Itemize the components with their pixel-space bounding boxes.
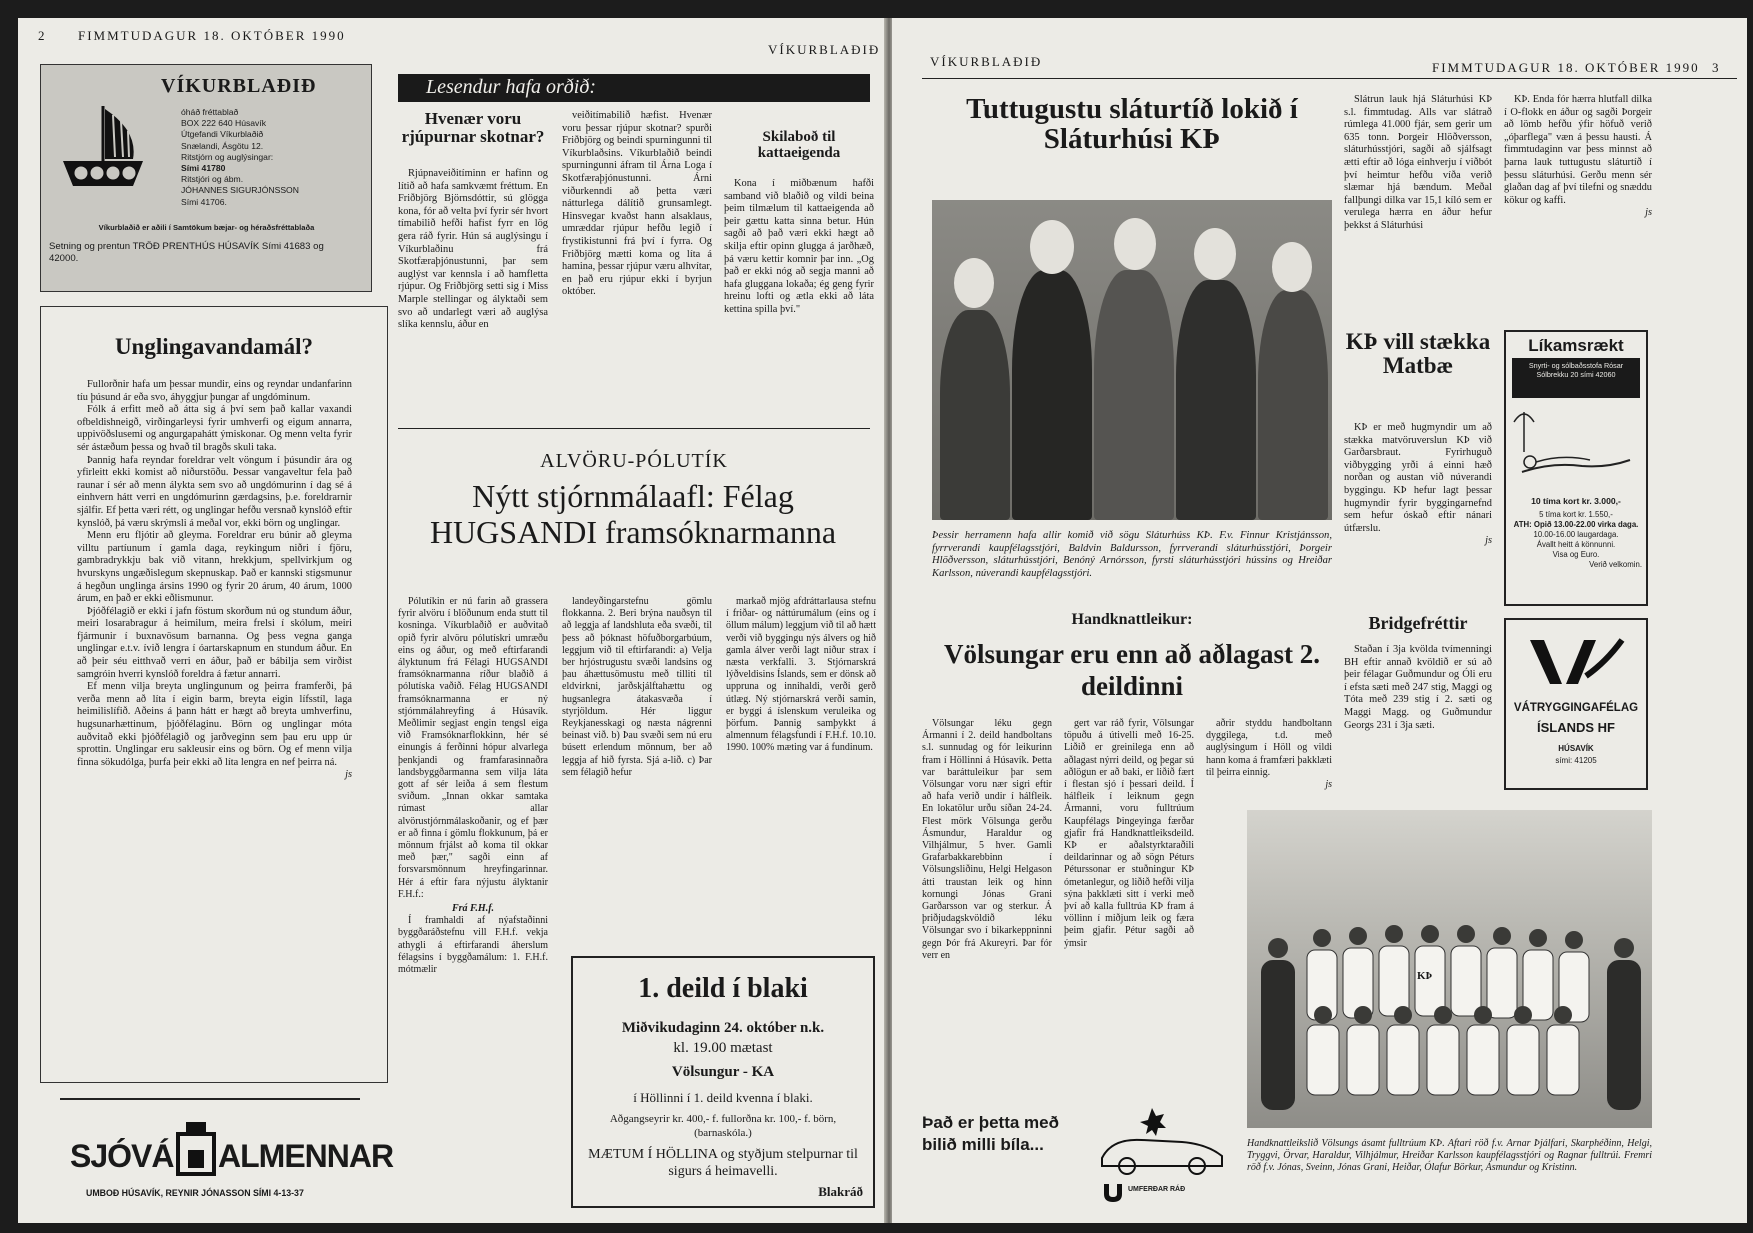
vis-place: HÚSAVÍK	[1558, 744, 1594, 753]
blak-cta: MÆTUM Í HÖLLINA og styðjum stelpurnar til sigurs á heimavelli.	[588, 1147, 858, 1179]
lead-col2: KÞ. Enda fór hærra hlutfall dilka í O-flokk en áður og sagði Þorgeir að lömb hefðu ýfir höfuð verið „óþarflega" væn á þessu hausti. Á fimmtudaginn var þess minnst að þarna lauk tuttugustu sláturtíð í þessu sláturhúsi. Gerðu menn sér glaðan dag af því tilefni og snæddu kökur og kaffi. js	[1504, 94, 1652, 219]
bridge-title: Bridgefréttir	[1368, 613, 1468, 633]
editorial-signature: js	[345, 769, 352, 781]
blak-title: 1. deild í blaki	[638, 973, 808, 1004]
bridge-body: Staðan í 3ja kvölda tvímenningi BH eftir annað kvöldið er sú að þeir félagar Guðmundur og Óli eru í efsta sæti með 247 stig, Maggi og Tóta með 239 stig í 2. sæti og Maggi Magg. og Guðmundur Georgs 231 í 3ja sæti.	[1344, 644, 1492, 731]
likamsraekt-price: 10 tíma kort kr. 3.000,-	[1531, 496, 1621, 506]
lead-signature: js	[1645, 207, 1652, 219]
running-head: VÍKURBLAÐIÐ	[768, 42, 881, 57]
readers-banner	[398, 74, 870, 102]
sjova-building-icon	[176, 1120, 216, 1176]
date-header: FIMMTUDAGUR 18. OKTÓBER 1990	[78, 28, 346, 43]
masthead-member-note: Víkurblaðið er aðili í Samtökum bæjar- og héraðsfréttablaða	[98, 223, 315, 232]
lead-title: Tuttugustu sláturtíð lokið í Sláturhúsi KÞ	[966, 93, 1298, 156]
masthead-title: VÍKURBLAÐIÐ	[161, 75, 317, 97]
left-page	[18, 18, 886, 1223]
editorial-title: Unglingavandamál?	[114, 334, 314, 359]
person-1	[940, 310, 1010, 520]
handball-col1: Völsungar léku gegn Ármanni í 2. deild handboltans s.l. sunnudag og fór leikurinn fram í Höllinni á Húsavík. Þetta var baráttuleikur þar sem Völsungar voru nær sigri eftir að hafa verið undir í hálfleik. En lokatölur urðu síðan 24-24. Flest mörk Völsunga gerðu Ásmundur, Haraldur og Vilhjálmur, 5 hver. Gamli Grafarbakkarebbinn í Völsungsliðinu, Helgi Helgason átti traustan leik og hinn kornungi Jónas Grani Garðarsson var og sterkur. Á þriðjudagskvöldið léku Völsungar svo í bikarkeppninni gegn Þór frá Akureyri. Þar fór verr en	[922, 718, 1052, 961]
team-photo	[1247, 810, 1652, 1128]
readers-letter-col1: Rjúpnaveiðitíminn er hafinn og lítið að hafa samkvæmt fréttum. En Friðbjörg Björnsdóttir, sú glögga kona, fór að velta því fyrir sér hvort tímabilið hefði hafist fyrr en lög gera ráð fyrir. Hún sá auglýsingu í Víkurblaðinu frá Skotfæraþjónustunni, þar sem auglýst var kennsla í að hamfletta rjúpur. Og Friðbjörg setti sig í Miss Marple stellingar og ályktaði sem svo að undarlegt væri að auglýsa slíka kennslu, áður en	[398, 168, 548, 331]
vis-name2: ÍSLANDS HF	[1537, 720, 1615, 735]
masthead-printing: Setning og prentun TRÖÐ PRENTHÚS HÚSAVÍK Sími 41683 og 42000.	[49, 241, 324, 264]
car-crash-cartoon-icon	[1092, 1098, 1232, 1178]
sjova-almennar-ad	[40, 1098, 394, 1213]
person-4	[1176, 280, 1256, 520]
readers-letter-title: Hvenær voru rjúpurnar skotnar?	[401, 109, 545, 146]
blak-date: Miðvikudaginn 24. október n.k.	[621, 1020, 825, 1036]
politics-col2: landeyðingarstefnu gömlu flokkanna. 2. Beri brýna nauðsyn til að leggja af landshluta eða svæði, til þess að þóknast höfuðborgarbúum, leggjum við til eftirfarandi: a) Velja ber hrjóstrugustu svæði landsins og þau áhættusömustu með tilliti til eldvirkni, jarðskjálftahættu og hugsanlegra átakasvæða í styrjöldum. Hér liggur Reykjanesskagi og næsta nágrenni beinast við. b) Þau svæði sem nú eru búsett erlendum mönnum, ber að leggja af hið fyrsta. Sjá a-lið. c) Þar sem félagið hefur	[562, 596, 712, 778]
editorial-box	[40, 306, 388, 1083]
likamsraekt-lines: 5 tíma kort kr. 1.550,- ATH: Opið 13.00-22.00 virka daga. 10.00-16.00 laugardaga. Ávallt heitt á könnunni. Visa og Euro. Verið velkomin.	[1513, 510, 1642, 569]
vis-ad	[1504, 618, 1648, 790]
politics-title: Nýtt stjórnmálaafl: Félag HUGSANDI framsóknarmanna	[429, 478, 837, 550]
matbaer-signature: js	[1485, 535, 1492, 547]
blak-place: í Höllinni í 1. deild kvenna í blaki.	[633, 1090, 813, 1105]
masthead-lines: óháð fréttablað BOX 222 640 Húsavík Útgefandi Víkurblaðið Snælandi, Ásgötu 12. Ritstjórn og auglýsingar: Sími 41780 Ritstjóri og ábm. JÓHANNES SIGURJÓNSSON Sími 41706.	[181, 107, 299, 207]
blak-prices: Aðgangseyrir kr. 400,- f. fullorðna kr. 100,- f. börn, (barnaskóla.)	[609, 1113, 837, 1139]
team-photo-figures	[1247, 810, 1652, 1128]
lead-photo	[932, 200, 1332, 520]
sjova-footer: UMBOÐ HÚSAVÍK, REYNIR JÓNASSON SÍMI 4-13-37	[86, 1188, 304, 1198]
likamsraekt-ad	[1504, 330, 1648, 606]
likamsraekt-title: Líkamsrækt	[1528, 336, 1624, 355]
politics-col1: Pólutíkin er nú farin að grassera fyrir alvöru í blöðunum enda stutt til kosninga. Víkurblaðið er auðvitað opið fyrir alvöru pólutískri umræðu eins og áður, og með eftirfarandi ályktunum frá Félagi HUGSANDI framsóknarmanna ríður blaðið á pólutíska vaðið. Félag HUGSANDI framsóknarmanna er ný stjórnmálahreyfing á Húsavík. Meðlimir segjast engin tengsl eiga við Framsóknarflokkinn, hér sé einungis á ferðinni hópur alvarlega þenkjandi og framfarasinnaðra landsbyggðarmanna sem vilja láta gott af sér leiða á sem flestum sviðum. „Innan okkar samtaka rúmast allar alvörustjórnmálaskoðanir, og ef þær er að finna í gömlu flokkunum, þá er mönnum frjálst að koma til okkar með þær," sagði einn af forsvarsmönnum hreyfingarinnar. Hér á eftir fara nýjustu ályktanir F.H.f.: Frá F.H.f. Í framhaldi af nýafstaðinni byggðaráðstefnu vill F.H.f. vekja athygli á eftirfarandi áherslum félagsins í byggðamálum: 1. F.H.f. mótmælir	[398, 596, 548, 976]
blak-time: kl. 19.00 mætast	[673, 1040, 773, 1056]
right-page	[892, 18, 1747, 1223]
sjova-logo-right: ALMENNAR	[218, 1138, 394, 1174]
politics-kicker: ALVÖRU-PÓLUTÍK	[540, 450, 728, 472]
jersey-text: KÞ	[1417, 970, 1433, 982]
blak-match: Völsungur - KA	[671, 1064, 775, 1080]
skilabod-body: Kona í miðbænum hafði samband við blaðið og vildi beina þeim tilmælum til kattaeigenda að þeir gættu katta sinna betur. Hún sagði að það væri ekki hægt að skilja eftir opinn glugga á jarðhæð, þá væru kettir komnir þar inn. „Og það er ekki nóg að segja manni að hafa gluggana lokaða; ég geng fyrir hreinu lofti og ætla ekki að láta kettina spilla því."	[724, 178, 874, 315]
person-5	[1258, 290, 1328, 520]
blak-ad	[571, 956, 875, 1208]
vis-logo-icon	[1526, 632, 1626, 692]
readers-letter-col2: veiðitímabilið hæfist. Hvenær voru þessar rjúpur skotnar? spurði Friðbjörg og beindi spurningunni til Víkurblaðsins. Víkurblaðið beindi spurningunni áfram til Árna Loga í Skotfæraþjónustunni. Árni viðurkenndi að þetta væri nátturlega dálítið grunsamlegt. Hinsvegar kvaðst hann alsaklaus, umræddar rjúpur hefðu legið í frystikistunni frá því í fyrra. Og Friðbjörg mætti koma og líta á hamina, þessar rjúpur væru alhvítar, en það eru rjúpur ekki í byrjun október.	[562, 110, 712, 298]
blak-sign: Blakráð	[818, 1184, 863, 1199]
vis-name1: VÁTRYGGINGAFÉLAG	[1513, 702, 1639, 714]
lead-caption: Þessir herramenn hafa allir komið við sögu Sláturhúss KÞ. F.v. Finnur Kristjánsson, fyrrverandi kaupfélagsstjóri, Baldvin Baldursson, fyrrverandi sláturhússtjóri, Þorgeir Hlöðversson, sláturhússtjóri, Benóný Arnórsson, fyrsti sláturhússtjóri hússins og Hreiðar Karlsson, núverandi kaupfélagsstjóri.	[932, 530, 1332, 579]
lead-col1: Slátrun lauk hjá Sláturhúsi KÞ s.l. fimmtudag. Alls var slátrað rúmlega 41.000 fjár, sem gerir um 635 tonn. Þorgeir Hlöðversson, sláturhússtjóri, sagði að sjálfsagt ætti eftir að lóga einhverju í viðbót því heimtur hefðu víða verið slæmar hjá bændum. Meðal fallþungi dilka var 15,1 kíló sem er verulega hærra en áður hefur þekkst á Sláturhúsi	[1344, 94, 1492, 231]
date-header-right: FIMMTUDAGUR 18. OKTÓBER 1990	[1432, 60, 1700, 75]
umferd-text: Það er þetta með bilið milli bíla...	[922, 1113, 1059, 1154]
sunbathing-woman-icon	[1512, 402, 1640, 492]
running-head-right: VÍKURBLAÐIÐ	[930, 54, 1043, 69]
viking-ship-logo-icon	[53, 101, 153, 211]
politics-col3: markað mjög afdráttarlausa stefnu í friðar- og náttúrumálum (eins og í öllum málum) leggjum við til að hætt verði við byggingu nýs álvers og hið gamla álver verði lagt niður strax í næsta verkfalli. 3. Stjórnarskrá lýðveldisins Íslands, sem er dönsk að uppruna og innihaldi, verði gerð útlæg. Ný stjórnarskrá verði samin, er byggi á íslenskum veruleika og þörfum. Þannig samþykkt á almennum félagsfundi í F.H.f. 10.10. 1990. 100% mæting var á fundinum.	[726, 596, 876, 754]
matbaer-title: KÞ vill stækka Matbæ	[1345, 329, 1491, 379]
page-number-right: 3	[1712, 60, 1721, 75]
umferdarrad-logo-text: UMFERÐAR RÁÐ	[1128, 1186, 1186, 1193]
likamsraekt-banner: Snyrti- og sólbaðsstofa Rósar Sólbrekku 20 sími 42060	[1512, 358, 1640, 398]
handball-signature: js	[1325, 779, 1332, 791]
masthead-box	[40, 64, 372, 292]
politics-subhead: Frá F.H.f.	[451, 903, 495, 915]
handball-kicker: Handknattleikur:	[1071, 611, 1193, 628]
vis-phone: sími: 41205	[1555, 756, 1597, 765]
umferd-ad	[922, 1098, 1232, 1210]
matbaer-body: KÞ er með hugmyndir um að stækka matvöruverslun KÞ við Garðarsbraut. Fyrirhuguð viðbygging yrði á einni hæð norðan og austan við núverandi byggingu. KÞ hefur lagt þessar hugmyndir fyrir byggingarnefnd sem hefur óskað eftir nánari útfærslu. js	[1344, 422, 1492, 547]
person-2	[1012, 270, 1092, 520]
page-number: 2	[38, 28, 47, 43]
umferdarrad-logo-icon	[1102, 1182, 1124, 1204]
team-caption: Handknattleikslið Völsungs ásamt fulltrúum KÞ. Aftari röð f.v. Arnar Þjálfari, Skarphéðinn, Helgi, Tryggvi, Örvar, Haraldur, Vilhjálmur, Hreiðar Karlsson kaupfélagsstjóri og Ragnar fulltrúi. Fremri röð f.v. Jónas, Sveinn, Jónas Grani, Heiðar, Ólafur Börkur, Ásmundur og Kristinn.	[1247, 1138, 1652, 1173]
skilabod-title: Skilaboð til kattaeigenda	[757, 129, 841, 161]
sjova-logo-left: SJÓVÁ	[70, 1138, 174, 1174]
readers-banner-text: Lesendur hafa orðið:	[426, 76, 596, 98]
person-3	[1094, 270, 1174, 520]
handball-col2: gert var ráð fyrir, Völsungar töpuðu á útivelli með 16-25. Liðið er greinilega enn að aðlagast nýrri deild, og þegar sú aðlögun er að baki, er liðið fært í flestan sjó í þessari deild. Í hálfleik í leiknum gegn Ármanni, voru fulltrúum Kaupfélags Þingeyinga færðar gjafir frá Handknattleiksdeild. KÞ er aðalstyrktaraðili deildarinnar og að sögn Péturs Péturssonar er stuðningur KÞ ómetanlegur, og liðið hefði vilja sýna þakklæti sitt í verki með því að kalla fulltrúa KÞ fram á völlinn í miðjum leik og færa þeim gjafir. Pétur sagði að ýmsir	[1064, 718, 1194, 949]
handball-title: Völsungar eru enn að aðlagast 2. deildinni	[943, 639, 1321, 701]
handball-col3: aðrir styddu handboltann dyggilega, t.d. með auglýsingum í Höll og vildi hann koma á framfæri þakklæti til þeirra einnig. js	[1206, 718, 1332, 791]
editorial-body: Fullorðnir hafa um þessar mundir, eins og reyndar undanfarinn tíu þúsund ár eða svo, áhyggjur þungar af ungdóminum. Fólk á erfitt með að átta sig á því sem það kallar vaxandi ofbeldishneigð, virðingarleysi fyrir umhverfi og eigum annarra, uppivöðslusemi og angurgapahátt ýmiskonar. Og menn velta fyrir sér ástæðum þessa og hvað til bragðs skuli taka. Þannig hafa reyndar foreldrar velt vöngum í þúsundir ára og yfirleitt ekki komist að niðurstöðu. Þessar vangaveltur fela það raunar í sér að menn álykta sem svo að ungdómurinn í dag sé á einhvern hátt verri en ungdómurinn gærdagsins, þ.e. foreldrarnir sjálfir. Ef þetta væri rétt, og unglingar hefðu versnað kynslóð eftir kynslóð, þá væru skrýmsli á meðal vor, ekki börn og unglingar. Menn eru fljótir að gleyma. Foreldrar eru búnir að gleyma villtu partíunum í gamla daga, reykingum niðri í fjöru, gambradrykkju bak við vitann, hrekkjum, spellvirkjum og hvurskyns ungæðislegum skepnuskap. Það er kannski stigsmunur á hegðun unglinga ársins 1990 og fyrir 20 árum, 40 árum, 1000 árum, en það er ekki eðlismunur. Þjóðfélagið er ekki í jafn föstum skorðum nú og stundum áður, meiri losarabragur á heimilum, meira frelsi í skólum, meiri fjármunir í buxnavösum barnanna. Og þess vegna ganga unglingar e.t.v. ívið lengra í óartarskapnum en stundum áður. En að þeir séu eitthvað verri en áður, það er bábilja sem virðist samgróin hverri kynslóð foreldra á fætur annarri. Ef menn vilja breyta unglingunum og þeirra framferði, þá verða menn að líta í eigin barm, breyta eigin lífsstíl, laga heimilislífið. Aðeins á þann hátt er hægt að breyta umhverfinu, hugsunarhættinum, þjóðfélaginu. Börn og unglingar móta auðvitað ekki þjóðfélagið og jarðveginn sem þau eru upp úr sprottin. Unglingar eru sakleusir eins og börn. Og ef menn vilja finna sökudólga, þurfa þeir ekki að líta lengra en nef þeirra ná. js	[77, 379, 352, 781]
